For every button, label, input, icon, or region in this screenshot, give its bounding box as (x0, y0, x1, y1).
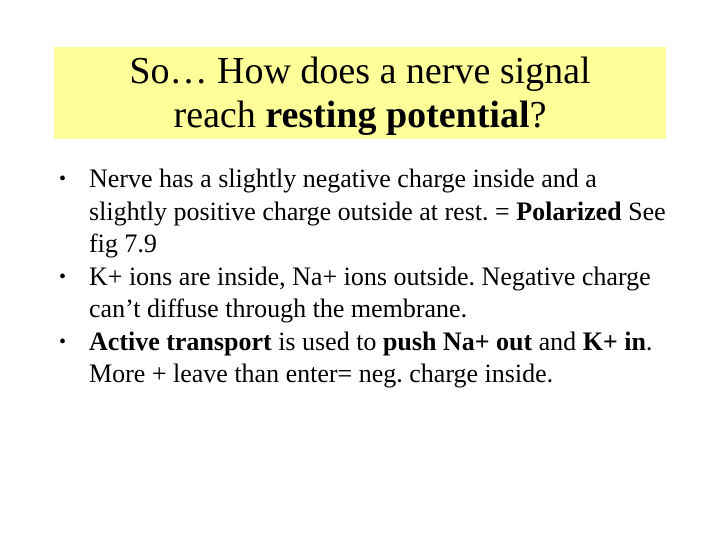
bullet-1-bold: Polarized (516, 196, 622, 226)
title-line-2-suffix: ? (529, 94, 547, 136)
title-box (54, 47, 666, 139)
bullet-3-text-3: . More + leave than enter= neg. charge inside. (89, 326, 653, 388)
bullet-dot-icon: • (59, 330, 67, 353)
bullet-2-text: K+ ions are inside, Na+ ions outside. Negative charge can’t diffuse through the membrane. (89, 261, 651, 323)
bullet-3-text-2: and (532, 326, 583, 356)
bullet-3-bold-3: K+ in (582, 326, 646, 356)
title-line-1: So… How does a nerve signal (129, 50, 591, 92)
bullet-list (54, 163, 674, 391)
title-line-2-bold: resting potential (265, 94, 530, 136)
bullet-3-bold-1: Active transport (89, 326, 272, 356)
bullet-dot-icon: • (59, 168, 67, 190)
bullet-1-text-2: See fig 7.9 (89, 196, 666, 258)
bullet-dot-icon: • (59, 265, 67, 288)
bullet-item-polarized (54, 163, 674, 261)
bullet-item-ions (54, 261, 674, 326)
bullet-item-active-transport (54, 326, 674, 391)
bullet-1-text: Nerve has a slightly negative charge inside and a slightly positive charge outside at rest. = (89, 164, 597, 226)
bullet-3-text-1: is used to (271, 326, 383, 356)
title-line-2-prefix: reach (173, 94, 266, 136)
bullet-3-bold-2: push Na+ out (382, 326, 533, 356)
slide-title (54, 47, 666, 137)
